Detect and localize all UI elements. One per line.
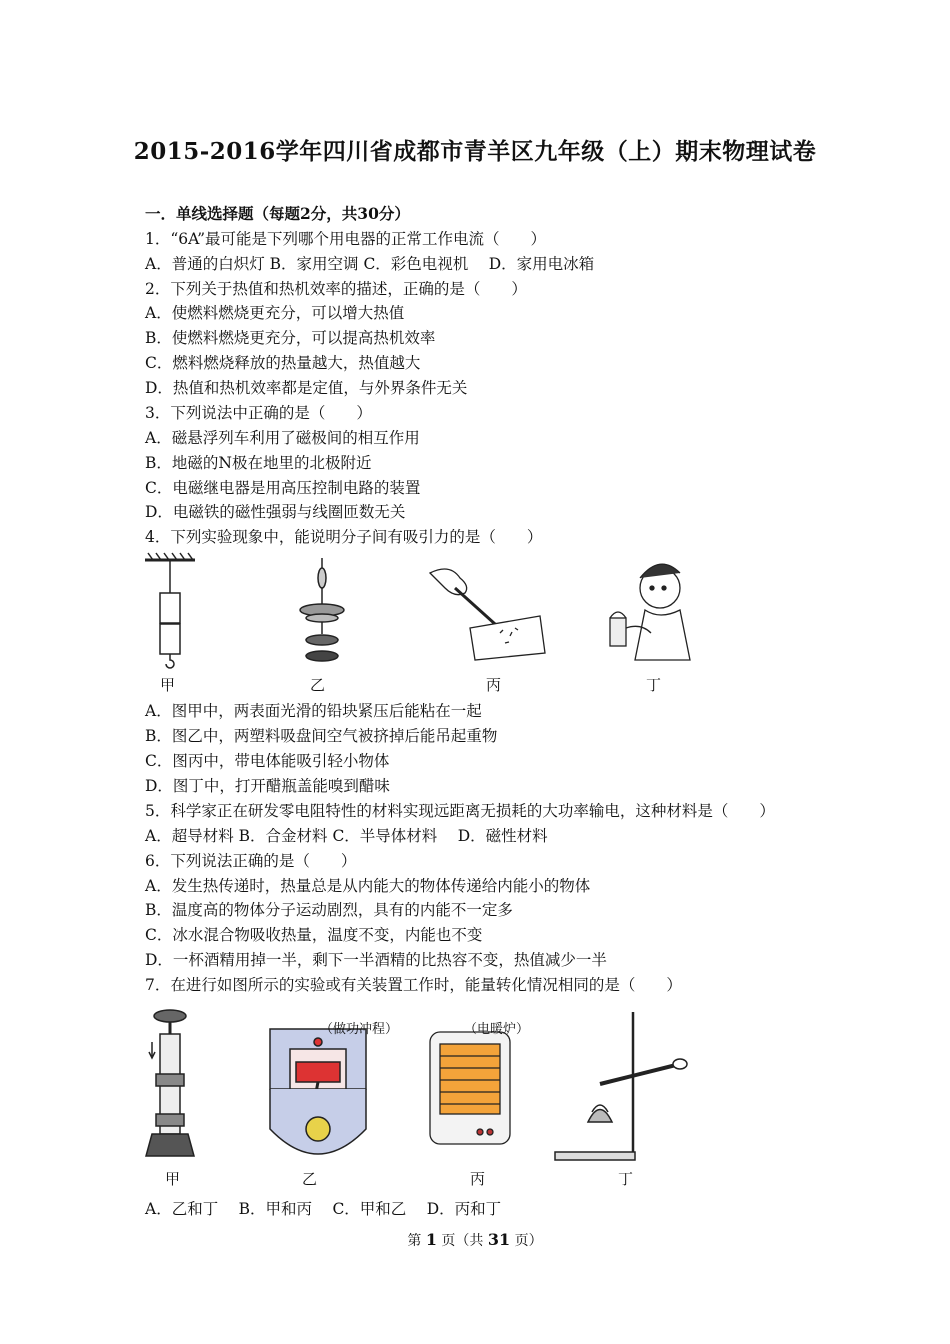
footer-prefix: 第 xyxy=(407,1233,426,1249)
fig7-label-bing: 丙 xyxy=(470,1170,486,1188)
question-3-option-d: D．电磁铁的磁性强弱与线圈匝数无关 xyxy=(145,503,406,521)
fig4-label-bing: 丙 xyxy=(486,676,502,694)
test-tube-stand-drawing xyxy=(555,1012,687,1160)
fig7-label-yi: 乙 xyxy=(302,1170,318,1188)
section-heading: 一．单线选择题（每题2分，共30分） xyxy=(145,204,410,223)
question-2-option-a: A．使燃料燃烧更充分，可以增大热值 xyxy=(145,304,405,322)
figure-q7 xyxy=(140,1004,700,1188)
question-1: 1．“6A”最可能是下列哪个用电器的正常工作电流（ ） xyxy=(145,230,546,248)
footer-page-number: 1 xyxy=(425,1230,437,1249)
question-6-option-c: C．冰水混合物吸收热量，温度不变，内能也不变 xyxy=(145,926,483,944)
question-2: 2．下列关于热值和热机效率的描述，正确的是（ ） xyxy=(145,280,527,298)
fig4-label-jia: 甲 xyxy=(160,676,176,694)
footer-mid: 页（共 xyxy=(436,1233,488,1249)
question-6-option-d: D．一杯酒精用掉一半，剩下一半酒精的比热容不变，热值减少一半 xyxy=(145,951,607,969)
question-7-options: A．乙和丁 B．甲和丙 C．甲和乙 D．丙和丁 xyxy=(145,1200,502,1218)
question-4-option-c: C．图丙中，带电体能吸引轻小物体 xyxy=(145,752,390,770)
electric-heater-drawing xyxy=(430,1032,510,1144)
lead-blocks-drawing xyxy=(145,553,195,668)
charged-rod-drawing xyxy=(430,569,545,660)
question-2-option-b: B．使燃料燃烧更充分，可以提高热机效率 xyxy=(145,329,436,347)
question-6: 6．下列说法正确的是（ ） xyxy=(145,852,357,870)
fig4-label-ding: 丁 xyxy=(646,676,662,694)
question-3: 3．下列说法中正确的是（ ） xyxy=(145,404,372,422)
page-footer xyxy=(0,1230,950,1250)
figure-q4 xyxy=(140,548,700,696)
question-1-options: A．普通的白炽灯 B．家用空调 C．彩色电视机 D．家用电冰箱 xyxy=(145,255,595,273)
footer-total-pages: 31 xyxy=(487,1230,511,1249)
page-title: 2015-2016学年四川省成都市青羊区九年级（上）期末物理试卷 xyxy=(133,138,817,165)
question-2-option-c: C．燃料燃烧释放的热量越大，热值越大 xyxy=(145,354,421,372)
question-2-option-d: D．热值和热机效率都是定值，与外界条件无关 xyxy=(145,379,468,397)
fig7-label-ding: 丁 xyxy=(618,1170,634,1188)
suction-cups-drawing xyxy=(300,558,344,661)
question-4-option-a: A．图甲中，两表面光滑的铅块紧压后能粘在一起 xyxy=(145,702,482,720)
question-3-option-a: A．磁悬浮列车利用了磁极间的相互作用 xyxy=(145,429,420,447)
fig7-caption-heater: （电暖炉） xyxy=(464,1022,530,1037)
boy-smelling-drawing xyxy=(610,564,690,660)
question-4-option-b: B．图乙中，两塑料吸盘间空气被挤掉后能吊起重物 xyxy=(145,727,498,745)
question-7: 7．在进行如图所示的实验或有关装置工作时，能量转化情况相同的是（ ） xyxy=(145,976,682,994)
question-6-option-b: B．温度高的物体分子运动剧烈，具有的内能不一定多 xyxy=(145,901,513,919)
question-4-option-d: D．图丁中，打开醋瓶盖能嗅到醋味 xyxy=(145,777,390,795)
footer-suffix: 页） xyxy=(510,1233,543,1249)
fire-piston-drawing xyxy=(146,1010,194,1156)
fig7-caption-power-stroke: （做功冲程） xyxy=(320,1022,399,1037)
question-3-option-b: B．地磁的N极在地里的北极附近 xyxy=(145,454,372,472)
fig7-label-jia: 甲 xyxy=(165,1170,181,1188)
engine-power-stroke-drawing xyxy=(270,1029,366,1154)
fig4-label-yi: 乙 xyxy=(310,676,326,694)
question-4: 4．下列实验现象中，能说明分子间有吸引力的是（ ） xyxy=(145,528,543,546)
question-5-options: A．超导材料 B．合金材料 C．半导体材料 D．磁性材料 xyxy=(145,827,548,845)
figure-q4-drawings xyxy=(140,548,700,696)
question-5: 5．科学家正在研发零电阻特性的材料实现远距离无损耗的大功率输电，这种材料是（ ） xyxy=(145,802,775,820)
figure-q7-drawings xyxy=(140,1004,700,1188)
question-3-option-c: C．电磁继电器是用高压控制电路的装置 xyxy=(145,479,421,497)
question-6-option-a: A．发生热传递时，热量总是从内能大的物体传递给内能小的物体 xyxy=(145,877,591,895)
